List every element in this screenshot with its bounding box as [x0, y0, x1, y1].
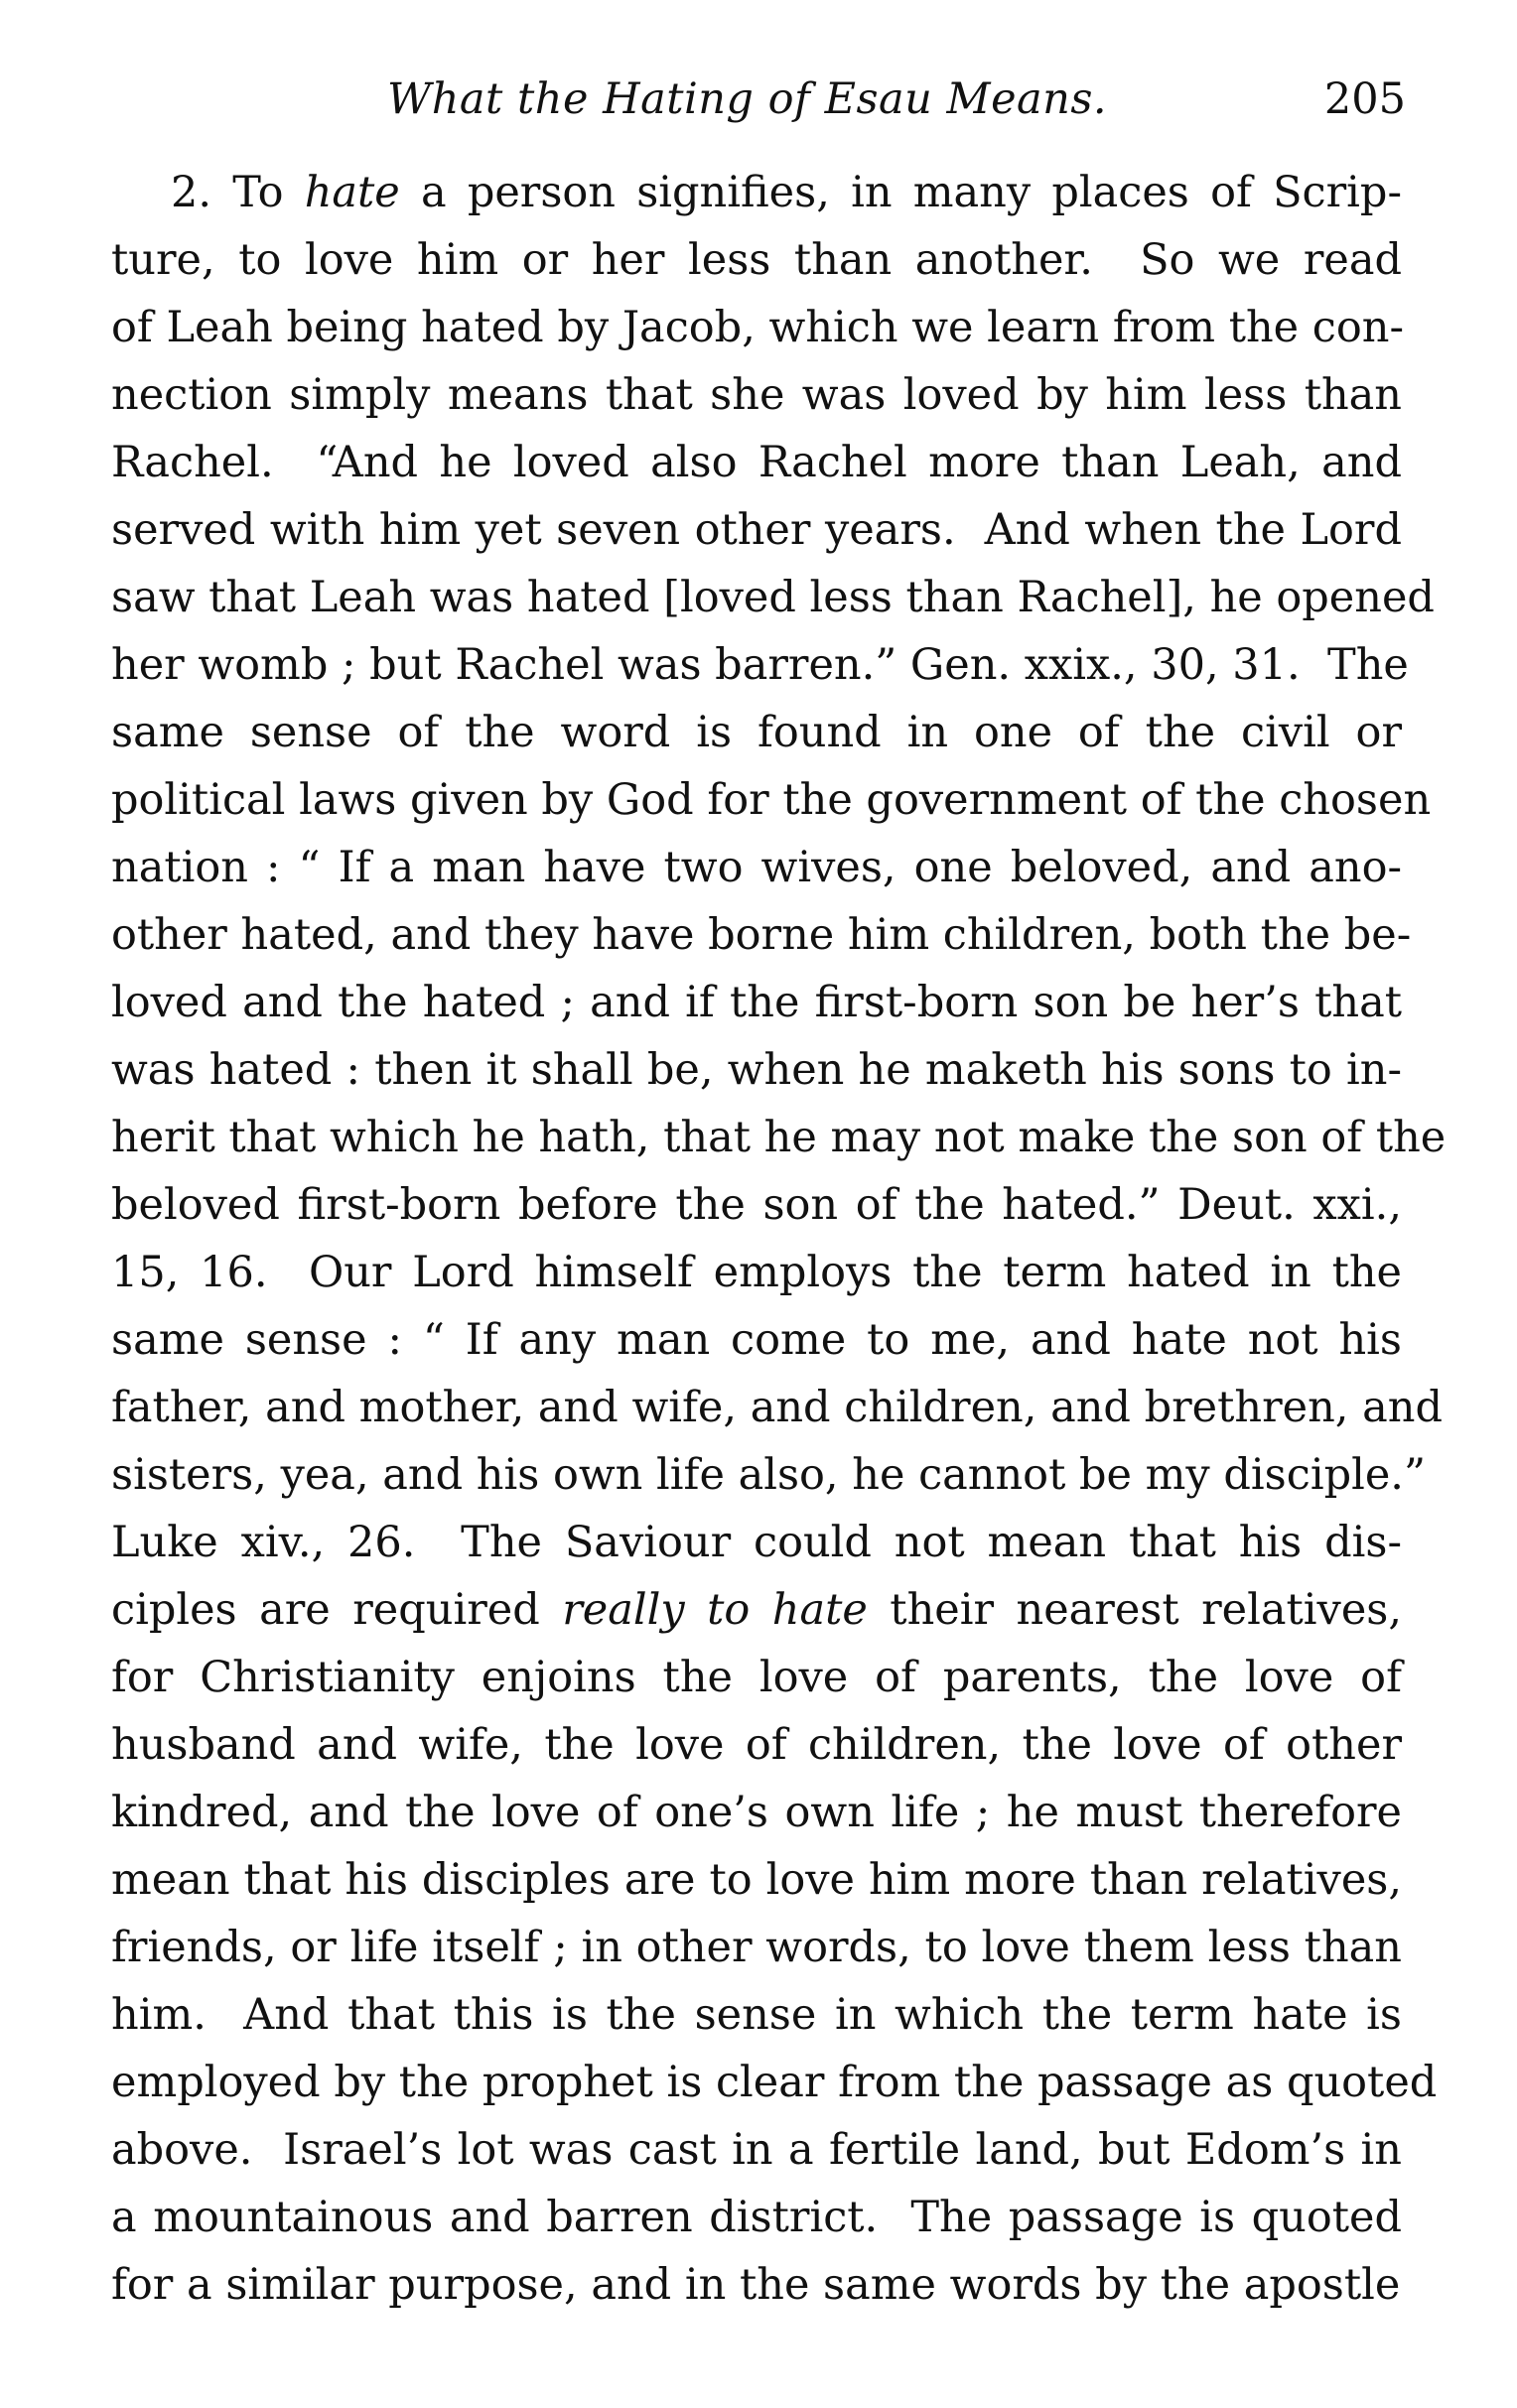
text-line: husband and wife, the love of children, the love of other — [111, 1720, 1402, 1770]
text-line: above. Israel’s lot was cast in a fertile land, but Edom’s in — [111, 2125, 1402, 2175]
page-number: 205 — [1323, 74, 1406, 124]
running-header — [0, 60, 1517, 139]
text-line: nation : “ If a man have two wives, one beloved, and ano- — [111, 843, 1402, 892]
text-line: 15, 16. Our Lord himself employs the term hated in the — [111, 1248, 1402, 1297]
italic-emphasis: hate — [304, 168, 400, 217]
text-line: mean that his disciples are to love him more than relatives, — [111, 1855, 1402, 1905]
text-line: for Christianity enjoins the love of parents, the love of — [111, 1653, 1402, 1702]
text-line: nection simply means that she was loved by him less than — [111, 370, 1402, 420]
running-title: What the Hating of Esau Means. — [387, 74, 1108, 124]
text-line: political laws given by God for the government of the chosen — [111, 775, 1432, 825]
text-line: saw that Leah was hated [loved less than Rachel], he opened — [111, 573, 1435, 622]
text-line: her womb ; but Rachel was barren.” Gen. xxix., 30, 31. The — [111, 640, 1409, 690]
text-line: of Leah being hated by Jacob, which we learn from the con- — [111, 303, 1404, 352]
text-line: sisters, yea, and his own life also, he cannot be my disciple.” — [111, 1450, 1426, 1500]
text-line: same sense : “ If any man come to me, and hate not his — [111, 1315, 1402, 1365]
text-line: was hated : then it shall be, when he maketh his sons to in- — [111, 1045, 1402, 1095]
text-line: him. And that this is the sense in which the term hate is — [111, 1990, 1402, 2040]
text-line: a mountainous and barren district. The passage is quoted — [111, 2193, 1402, 2242]
body-text — [111, 159, 1447, 2319]
text-line: other hated, and they have borne him children, both the be- — [111, 910, 1412, 960]
text-line: 2. To hate a person signifies, in many places of Scrip- — [171, 168, 1402, 217]
italic-emphasis: really to hate — [562, 1585, 868, 1635]
text-line: Luke xiv., 26. The Saviour could not mean that his dis- — [111, 1518, 1402, 1567]
text-line: beloved first-born before the son of the hated.” Deut. xxi., — [111, 1180, 1402, 1230]
text-line: served with him yet seven other years. And when the Lord — [111, 505, 1402, 555]
text-line: ture, to love him or her less than another. So we read — [111, 235, 1402, 285]
text-line: kindred, and the love of one’s own life ; he must therefore — [111, 1788, 1402, 1837]
text-line: Rachel. “And he loved also Rachel more than Leah, and — [111, 438, 1402, 487]
text-line: for a similar purpose, and in the same words by the apostle — [111, 2260, 1401, 2310]
text-line: ciples are required really to hate their nearest relatives, — [111, 1585, 1403, 1635]
text-line: father, and mother, and wife, and children, and brethren, and — [111, 1383, 1443, 1432]
text-line: employed by the prophet is clear from the passage as quoted — [111, 2058, 1438, 2107]
text-line: friends, or life itself ; in other words, to love them less than — [111, 1923, 1402, 1972]
text-line: same sense of the word is found in one of the civil or — [111, 708, 1402, 757]
text-line: loved and the hated ; and if the first-born son be her’s that — [111, 978, 1402, 1027]
text-line: herit that which he hath, that he may not make the son of the — [111, 1113, 1447, 1162]
